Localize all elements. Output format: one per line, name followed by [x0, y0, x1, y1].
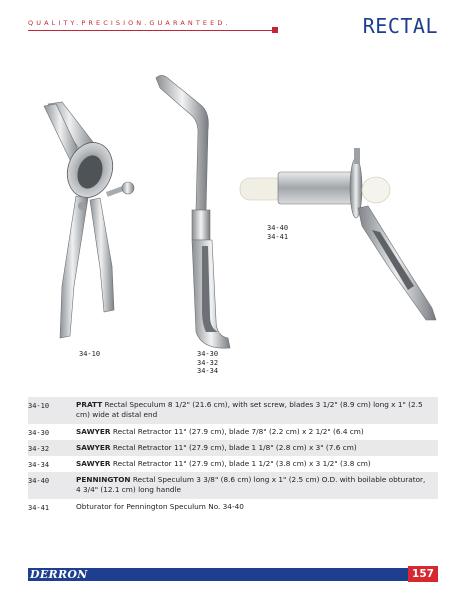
product-name: PRATT	[76, 400, 103, 409]
product-details: Obturator for Pennington Speculum No. 34-40	[76, 502, 244, 511]
table-row	[28, 499, 438, 517]
catalog-table	[28, 397, 438, 517]
catalog-description	[76, 427, 438, 437]
catalog-description	[76, 459, 438, 469]
catalog-description	[76, 400, 438, 420]
tagline: QUALITY.PRECISION.GUARANTEED.	[28, 19, 231, 27]
catalog-number: 34-32	[28, 445, 50, 453]
catalog-number: 34-30	[28, 429, 50, 437]
product-name: PENNINGTON	[76, 475, 131, 484]
brand-logo: DERRON	[30, 568, 88, 581]
product-name: SAWYER	[76, 443, 111, 452]
catalog-description	[76, 475, 438, 495]
product-details: Rectal Retractor 11" (27.9 cm), blade 1 1/2" (3.8 cm) x 3 1/2" (3.8 cm)	[110, 459, 371, 468]
tagline-square	[272, 27, 278, 33]
table-row	[28, 456, 438, 472]
catalog-number: 34-41	[28, 504, 50, 512]
pratt-label: 34-10	[79, 350, 101, 358]
section-title: RECTAL	[362, 14, 438, 38]
catalog-number: 34-40	[28, 477, 50, 485]
table-row	[28, 424, 438, 440]
product-details: Rectal Speculum 3 3/8" (8.6 cm) long x 1" (2.5 cm) O.D. with boilable obturator, 4 3/4" (12.1 cm) long handle	[76, 475, 426, 494]
catalog-description	[76, 443, 438, 453]
table-row	[28, 472, 438, 499]
sawyer-label: 34-30 34-32 34-34	[197, 350, 219, 375]
pratt-speculum-image	[30, 96, 140, 346]
product-details: Rectal Speculum 8 1/2" (21.6 cm), with set screw, blades 3 1/2" (8.9 cm) long x 1" (2.5 cm) wide at distal end	[76, 400, 423, 419]
product-name: SAWYER	[76, 459, 111, 468]
catalog-number: 34-34	[28, 461, 50, 469]
table-row	[28, 440, 438, 456]
page-number: 157	[408, 566, 438, 582]
product-name: SAWYER	[76, 427, 111, 436]
pennington-label: 34-40 34-41	[267, 224, 289, 241]
catalog-description	[76, 502, 438, 512]
tagline-rule	[28, 30, 273, 31]
footer-bar	[28, 568, 438, 581]
product-details: Rectal Retractor 11" (27.9 cm), blade 1 1/8" (2.8 cm) x 3" (7.6 cm)	[110, 443, 357, 452]
product-details: Rectal Retractor 11" (27.9 cm), blade 7/8" (2.2 cm) x 2 1/2" (6.4 cm)	[110, 427, 364, 436]
table-row	[28, 397, 438, 424]
sawyer-retractor-image	[150, 70, 240, 350]
catalog-number: 34-10	[28, 402, 50, 410]
